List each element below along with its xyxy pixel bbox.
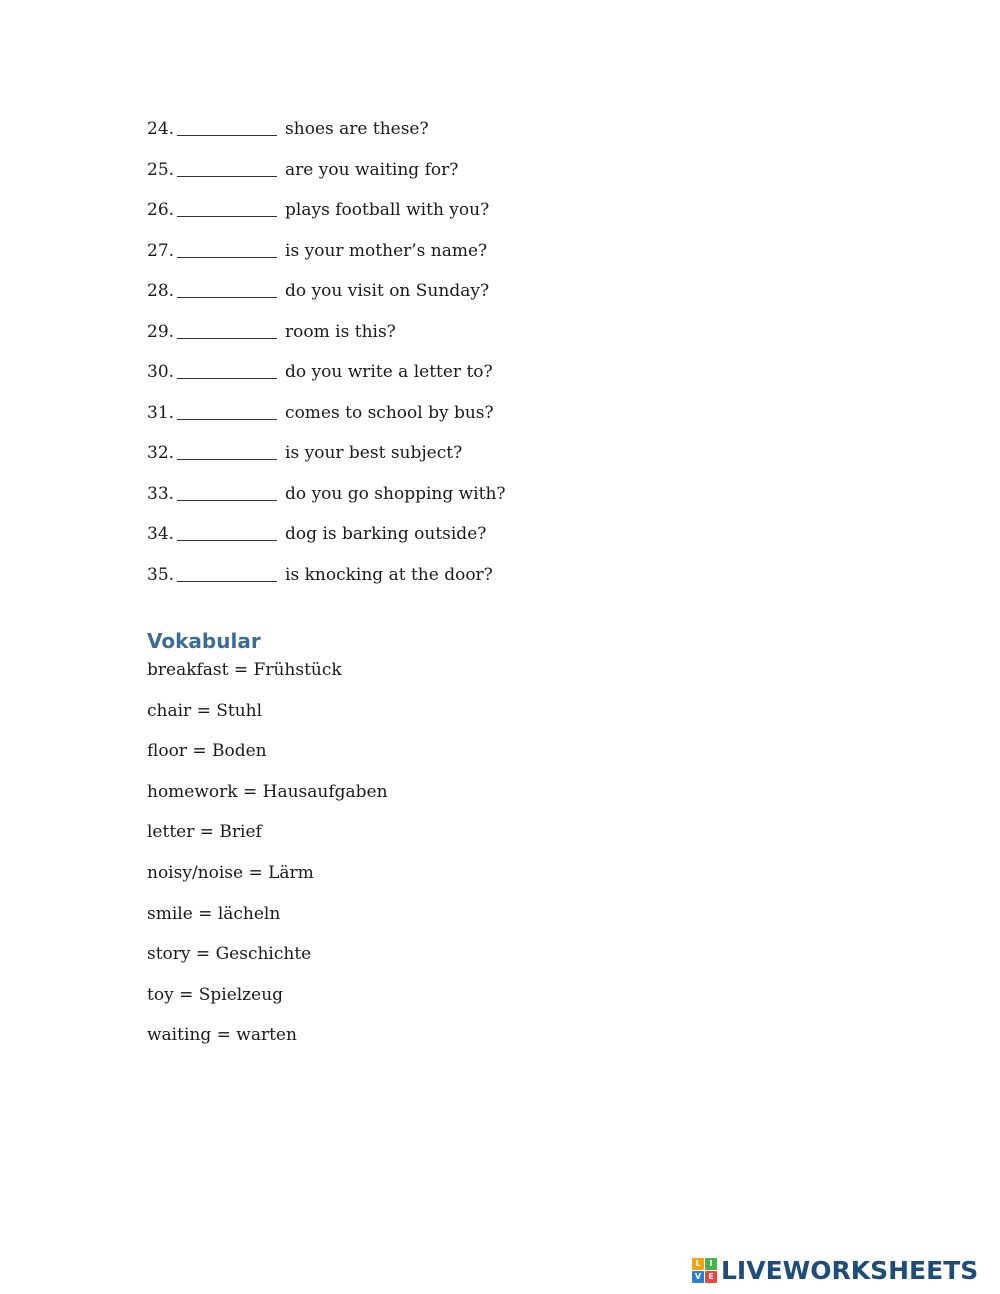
answer-blank[interactable] bbox=[177, 117, 277, 136]
exercise-item bbox=[147, 158, 506, 199]
exercise-item bbox=[147, 360, 506, 401]
vocabulary-list bbox=[147, 658, 388, 1064]
vocabulary-item: floor = Boden bbox=[147, 741, 267, 762]
vocabulary-item: homework = Hausaufgaben bbox=[147, 781, 388, 802]
logo-mark-icon bbox=[692, 1258, 717, 1283]
answer-blank[interactable] bbox=[177, 360, 277, 379]
exercise-text: plays football with you? bbox=[285, 200, 490, 220]
exercise-item bbox=[147, 117, 506, 158]
answer-blank[interactable] bbox=[177, 158, 277, 177]
logo-mark-letter: V bbox=[692, 1271, 704, 1283]
exercise-number: 25. bbox=[147, 159, 175, 180]
exercise-text: is your mother’s name? bbox=[285, 240, 488, 261]
logo-mark-letter: E bbox=[705, 1271, 717, 1283]
answer-blank[interactable] bbox=[177, 522, 277, 541]
exercise-number: 35. bbox=[147, 564, 175, 585]
exercise-text: is your best subject? bbox=[285, 443, 463, 463]
answer-blank[interactable] bbox=[177, 441, 277, 460]
answer-blank[interactable] bbox=[177, 320, 277, 339]
answer-blank[interactable] bbox=[177, 563, 277, 582]
exercise-item bbox=[147, 482, 506, 523]
answer-blank[interactable] bbox=[177, 279, 277, 298]
exercise-number: 27. bbox=[147, 240, 175, 261]
answer-blank[interactable] bbox=[177, 239, 277, 258]
exercise-text: room is this? bbox=[285, 321, 396, 342]
vocabulary-item: chair = Stuhl bbox=[147, 700, 263, 721]
exercise-item bbox=[147, 522, 506, 563]
vocabulary-item: story = Geschichte bbox=[147, 944, 312, 965]
exercise-text: are you waiting for? bbox=[285, 159, 459, 180]
logo-text: LIVEWORKSHEETS bbox=[721, 1255, 979, 1285]
exercise-text: dog is barking outside? bbox=[285, 524, 487, 544]
exercise-item bbox=[147, 279, 506, 320]
exercise-number: 29. bbox=[147, 321, 175, 342]
exercise-number: 26. bbox=[147, 200, 175, 220]
logo-mark-letter: L bbox=[692, 1258, 704, 1270]
exercise-item bbox=[147, 563, 506, 604]
exercise-text: is knocking at the door? bbox=[285, 564, 493, 585]
exercise-number: 24. bbox=[147, 119, 175, 139]
exercise-item bbox=[147, 239, 506, 280]
vocabulary-item: letter = Brief bbox=[147, 822, 262, 843]
exercise-number: 32. bbox=[147, 443, 175, 463]
vocabulary-item: noisy/noise = Lärm bbox=[147, 862, 314, 883]
exercise-text: shoes are these? bbox=[285, 119, 429, 139]
answer-blank[interactable] bbox=[177, 401, 277, 420]
vocabulary-item: smile = lächeln bbox=[147, 903, 281, 924]
exercise-item bbox=[147, 198, 506, 239]
answer-blank[interactable] bbox=[177, 198, 277, 217]
logo-mark-letter: I bbox=[705, 1258, 717, 1270]
exercise-number: 33. bbox=[147, 483, 175, 504]
liveworksheets-logo bbox=[692, 1255, 978, 1285]
exercise-number: 34. bbox=[147, 524, 175, 544]
exercise-item bbox=[147, 441, 506, 482]
vocabulary-item: breakfast = Frühstück bbox=[147, 660, 342, 680]
exercise-text: do you write a letter to? bbox=[285, 362, 493, 382]
exercise-item bbox=[147, 401, 506, 442]
exercise-text: do you go shopping with? bbox=[285, 483, 506, 504]
vocabulary-item: toy = Spielzeug bbox=[147, 984, 284, 1005]
exercise-text: do you visit on Sunday? bbox=[285, 281, 490, 301]
exercise-list bbox=[147, 117, 506, 603]
answer-blank[interactable] bbox=[177, 482, 277, 501]
exercise-number: 30. bbox=[147, 362, 175, 382]
exercise-number: 31. bbox=[147, 402, 175, 423]
exercise-number: 28. bbox=[147, 281, 175, 301]
exercise-item bbox=[147, 320, 506, 361]
vocabulary-heading: Vokabular bbox=[147, 629, 261, 653]
exercise-text: comes to school by bus? bbox=[285, 402, 494, 423]
vocabulary-item: waiting = warten bbox=[147, 1025, 297, 1046]
